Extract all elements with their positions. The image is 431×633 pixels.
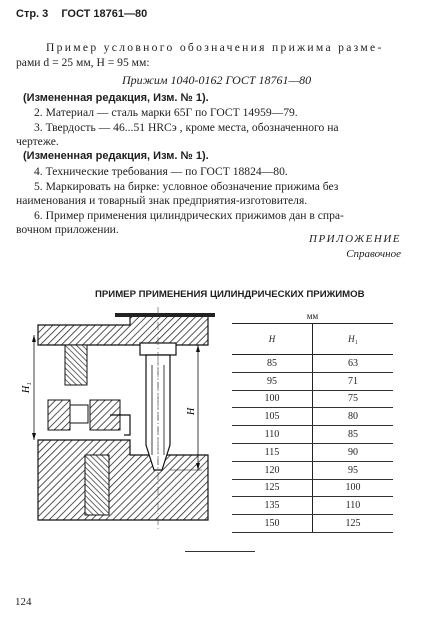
item-2: 2. Материал — сталь марки 65Г по ГОСТ 14959—79. — [34, 106, 298, 119]
table-row — [232, 408, 393, 426]
cell-h1: 90 — [313, 443, 394, 461]
table-row — [232, 497, 393, 515]
cell-h1: 80 — [313, 408, 394, 426]
cell-h1: 100 — [313, 479, 394, 497]
h1-arrow-bottom — [32, 433, 36, 440]
table-row — [232, 479, 393, 497]
cell-h1: 125 — [313, 515, 394, 533]
item-3-line2: чертеже. — [16, 135, 59, 148]
column-header-h1: H₁ — [313, 324, 394, 355]
edition-note-1: (Измененная редакция, Изм. № 1). — [23, 92, 209, 104]
appendix-subtitle: Справочное — [346, 248, 401, 260]
dimensions-table — [232, 309, 393, 533]
page-ref: Стр. 3 — [16, 8, 49, 20]
example-intro-line2: рами d = 25 мм, H = 95 мм: — [16, 56, 150, 69]
table-row — [232, 390, 393, 408]
top-plate — [38, 315, 208, 345]
table-row — [232, 515, 393, 533]
cell-h1: 71 — [313, 372, 394, 390]
cell-h1: 63 — [313, 355, 394, 373]
h1-dimension-label: H₁ — [21, 382, 32, 393]
cell-h: 115 — [232, 443, 313, 461]
cell-h: 120 — [232, 461, 313, 479]
item-3-line1: 3. Твердость — 46...51 HRCэ , кроме места, обозначенного на — [34, 121, 339, 134]
cell-h: 85 — [232, 355, 313, 373]
item-5-line2: наименования и товарный знак предприятия-изготовителя. — [16, 194, 308, 207]
lower-base — [38, 440, 208, 520]
lower-insert — [85, 455, 109, 515]
designation: Прижим 1040-0162 ГОСТ 18761—80 — [122, 73, 312, 87]
cell-h: 125 — [232, 479, 313, 497]
cell-h: 135 — [232, 497, 313, 515]
table-row — [232, 355, 393, 373]
cell-h: 110 — [232, 426, 313, 444]
edition-note-2: (Измененная редакция, Изм. № 1). — [23, 150, 209, 162]
appendix-label: ПРИЛОЖЕНИЕ — [309, 233, 401, 245]
h-dimension-label: H — [186, 407, 197, 415]
cell-h1: 95 — [313, 461, 394, 479]
cell-h1: 85 — [313, 426, 394, 444]
cell-h: 95 — [232, 372, 313, 390]
appendix-heading — [309, 232, 401, 262]
cell-h: 105 — [232, 408, 313, 426]
middle-plate-left — [48, 400, 70, 430]
page-number: 124 — [15, 596, 32, 608]
item-6-line2: вочном приложении. — [16, 223, 119, 236]
item-5-line1: 5. Маркировать на бирке: условное обозначение прижима без — [34, 180, 339, 193]
cell-h1: 75 — [313, 390, 394, 408]
clamp-assembly-drawing — [21, 305, 230, 535]
example-intro-line1: Пример условного обозначения прижима разме- — [46, 41, 384, 54]
table-row — [232, 461, 393, 479]
top-plate-edge — [115, 313, 215, 317]
table-unit: мм — [306, 311, 319, 321]
page-header — [16, 8, 157, 20]
h1-arrow-top — [32, 335, 36, 342]
item-4: 4. Технические требования — по ГОСТ 18824—80. — [34, 165, 288, 178]
table-row — [232, 443, 393, 461]
cell-h: 100 — [232, 390, 313, 408]
cell-h: 150 — [232, 515, 313, 533]
item-6-line1: 6. Пример применения цилиндрических прижимов дан в спра- — [34, 209, 344, 222]
bolt-hole — [70, 405, 88, 423]
h-arrow-top — [196, 345, 200, 352]
table-row — [232, 426, 393, 444]
closing-rule — [185, 551, 255, 552]
upper-block — [65, 345, 87, 385]
column-header-h: H — [232, 324, 313, 355]
cell-h1: 110 — [313, 497, 394, 515]
appendix-title: ПРИМЕР ПРИМЕНЕНИЯ ЦИЛИНДРИЧЕСКИХ ПРИЖИМОВ — [95, 289, 365, 300]
table-row — [232, 372, 393, 390]
standard-code: ГОСТ 18761—80 — [61, 8, 148, 20]
